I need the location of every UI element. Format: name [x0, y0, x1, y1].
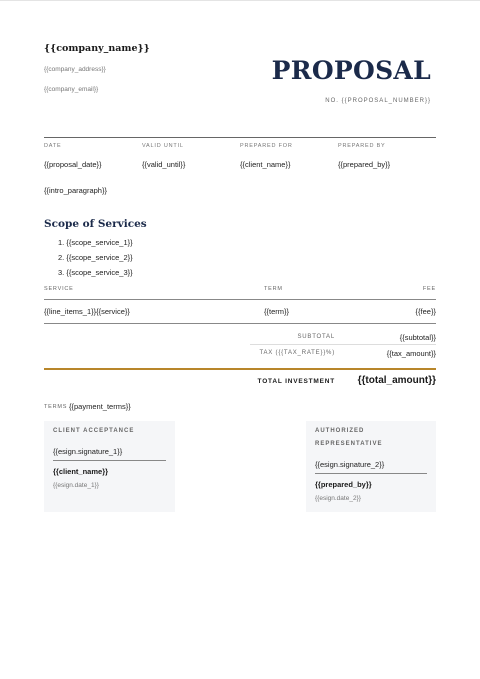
meta-value-valid-until: {{valid_until}}: [142, 160, 186, 169]
scope-section-title: Scope of Services: [44, 218, 147, 230]
meta-label-valid-until: VALID UNTIL: [142, 143, 184, 149]
subtotal-divider: [250, 344, 436, 345]
signer-name: {{client_name}}: [53, 467, 109, 476]
table-bottom-divider: [44, 323, 436, 324]
document-title: PROPOSAL: [271, 56, 431, 85]
signature-field[interactable]: {{esign.signature_2}}: [315, 460, 385, 469]
signature-field[interactable]: {{esign.signature_1}}: [53, 447, 123, 456]
intro-paragraph: {{intro_paragraph}}: [44, 186, 107, 195]
meta-value-prepared-for: {{client_name}}: [240, 160, 291, 169]
signature-line: [53, 460, 166, 461]
table-cell-service: {{line_items_1}}{{service}}: [44, 307, 130, 316]
signature-date-field[interactable]: {{esign.date_1}}: [53, 482, 99, 489]
signature-box-heading: CLIENT ACCEPTANCE: [53, 428, 135, 434]
authorized-representative-box: [306, 421, 436, 512]
company-address: {{company_address}}: [44, 66, 106, 73]
total-divider: [44, 368, 436, 370]
meta-label-date: DATE: [44, 143, 62, 149]
meta-label-prepared-by: PREPARED BY: [338, 143, 386, 149]
client-acceptance-box: [44, 421, 175, 512]
company-name: {{company_name}}: [44, 43, 150, 54]
tax-label: TAX ({{TAX_RATE}}%): [259, 350, 335, 356]
table-cell-fee: {{fee}}: [415, 307, 436, 316]
scope-item: 2. {{scope_service_2}}: [58, 253, 133, 262]
meta-divider: [44, 137, 436, 138]
scope-item: 3. {{scope_service_3}}: [58, 268, 133, 277]
table-header-term: TERM: [264, 286, 283, 292]
signature-date-field[interactable]: {{esign.date_2}}: [315, 495, 361, 502]
subtotal-value: {{subtotal}}: [399, 333, 436, 342]
scope-item: 1. {{scope_service_1}}: [58, 238, 133, 247]
tax-value: {{tax_amount}}: [386, 349, 436, 358]
company-email: {{company_email}}: [44, 86, 99, 93]
meta-value-date: {{proposal_date}}: [44, 160, 102, 169]
terms-label: TERMS: [44, 404, 68, 410]
table-cell-term: {{term}}: [264, 307, 290, 316]
meta-label-prepared-for: PREPARED FOR: [240, 143, 293, 149]
page-top-border: [0, 0, 480, 1]
table-header-fee: FEE: [422, 286, 436, 292]
total-value: {{total_amount}}: [357, 375, 436, 386]
meta-value-prepared-by: {{prepared_by}}: [338, 160, 391, 169]
table-header-service: SERVICE: [44, 286, 74, 292]
proposal-number: NO. {{PROPOSAL_NUMBER}}: [325, 98, 431, 104]
subtotal-label: SUBTOTAL: [297, 334, 335, 340]
table-header-divider: [44, 299, 436, 300]
signer-name: {{prepared_by}}: [315, 480, 372, 489]
signature-box-heading: AUTHORIZED REPRESENTATIVE: [315, 428, 383, 447]
terms-value: {{payment_terms}}: [69, 402, 131, 411]
signature-line: [315, 473, 427, 474]
total-label: TOTAL INVESTMENT: [257, 378, 335, 385]
